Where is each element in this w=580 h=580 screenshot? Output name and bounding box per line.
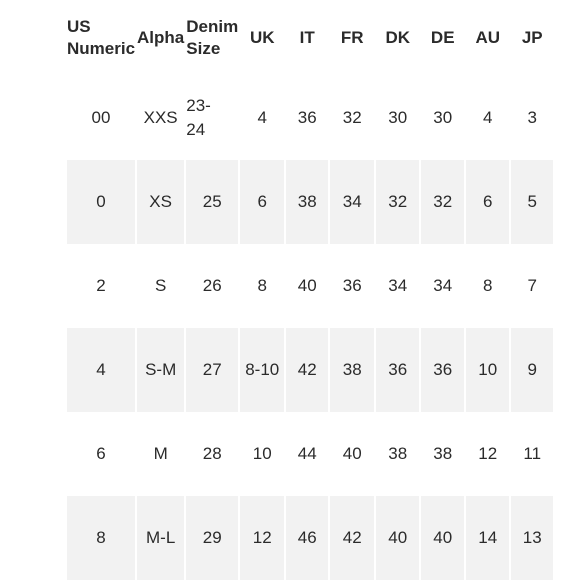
table-cell: 6 bbox=[240, 160, 284, 244]
table-cell: 8 bbox=[240, 244, 284, 328]
table-cell: 14 bbox=[466, 496, 509, 580]
table-header bbox=[67, 0, 553, 76]
table-cell: 9 bbox=[511, 328, 553, 412]
table-cell: 46 bbox=[286, 496, 328, 580]
table-cell-text: 23-24 bbox=[186, 96, 211, 139]
table-cell: 12 bbox=[240, 496, 284, 580]
table-cell: XS bbox=[137, 160, 184, 244]
table-cell: 6 bbox=[466, 160, 509, 244]
table-cell: M-L bbox=[137, 496, 184, 580]
table-cell: 11 bbox=[511, 412, 553, 496]
table-cell: 40 bbox=[286, 244, 328, 328]
header-row bbox=[67, 0, 553, 76]
header-cell-fr: FR bbox=[330, 0, 374, 76]
table-cell: 32 bbox=[330, 76, 374, 160]
table-cell: 25 bbox=[186, 160, 238, 244]
table-row bbox=[67, 160, 553, 244]
table-cell: 10 bbox=[466, 328, 509, 412]
table-cell: S bbox=[137, 244, 184, 328]
header-cell-us-numeric: US Numeric bbox=[67, 0, 135, 76]
table-cell: 38 bbox=[330, 328, 374, 412]
header-cell-de: DE bbox=[421, 0, 464, 76]
header-cell-dk: DK bbox=[376, 0, 419, 76]
table-row bbox=[67, 244, 553, 328]
header-cell-uk: UK bbox=[240, 0, 284, 76]
table-cell: 13 bbox=[511, 496, 553, 580]
table-cell: 40 bbox=[376, 496, 419, 580]
table-cell: S-M bbox=[137, 328, 184, 412]
table-cell: XXS bbox=[137, 76, 184, 160]
table-cell: 27 bbox=[186, 328, 238, 412]
table-cell: 36 bbox=[421, 328, 464, 412]
table-cell: 8 bbox=[67, 496, 135, 580]
table-cell: 32 bbox=[376, 160, 419, 244]
table-cell: 38 bbox=[286, 160, 328, 244]
table-cell: 34 bbox=[330, 160, 374, 244]
table-cell: 00 bbox=[67, 76, 135, 160]
table-cell: 8-10 bbox=[240, 328, 284, 412]
table-cell: 38 bbox=[376, 412, 419, 496]
size-chart-table bbox=[65, 0, 555, 580]
table-cell: 30 bbox=[376, 76, 419, 160]
table-body bbox=[67, 76, 553, 580]
table-row bbox=[67, 328, 553, 412]
table-cell: 40 bbox=[330, 412, 374, 496]
table-cell: 44 bbox=[286, 412, 328, 496]
table-cell: 6 bbox=[67, 412, 135, 496]
header-cell-it: IT bbox=[286, 0, 328, 76]
table-cell: 26 bbox=[186, 244, 238, 328]
header-cell-au: AU bbox=[466, 0, 509, 76]
table-cell: 36 bbox=[376, 328, 419, 412]
table-row bbox=[67, 412, 553, 496]
table-row bbox=[67, 496, 553, 580]
table-cell: 4 bbox=[466, 76, 509, 160]
table-cell: 34 bbox=[421, 244, 464, 328]
table-cell: 34 bbox=[376, 244, 419, 328]
header-cell-alpha: Alpha bbox=[137, 0, 184, 76]
table-cell: 42 bbox=[330, 496, 374, 580]
table-cell: 29 bbox=[186, 496, 238, 580]
table-cell: 28 bbox=[186, 412, 238, 496]
table-cell: 2 bbox=[67, 244, 135, 328]
table-cell: 8 bbox=[466, 244, 509, 328]
table-cell: M bbox=[137, 412, 184, 496]
table-cell: 0 bbox=[67, 160, 135, 244]
table-cell bbox=[186, 76, 238, 160]
table-cell: 5 bbox=[511, 160, 553, 244]
table-cell: 38 bbox=[421, 412, 464, 496]
header-cell-denim-size: Denim Size bbox=[186, 0, 238, 76]
table-cell: 4 bbox=[67, 328, 135, 412]
table-cell: 3 bbox=[511, 76, 553, 160]
table-cell: 4 bbox=[240, 76, 284, 160]
table-cell: 10 bbox=[240, 412, 284, 496]
table-cell: 42 bbox=[286, 328, 328, 412]
table-cell: 7 bbox=[511, 244, 553, 328]
header-cell-jp: JP bbox=[511, 0, 553, 76]
table-cell: 40 bbox=[421, 496, 464, 580]
table-cell: 36 bbox=[286, 76, 328, 160]
table-cell: 32 bbox=[421, 160, 464, 244]
table-cell: 12 bbox=[466, 412, 509, 496]
table-cell: 30 bbox=[421, 76, 464, 160]
table-row bbox=[67, 76, 553, 160]
table-cell: 36 bbox=[330, 244, 374, 328]
